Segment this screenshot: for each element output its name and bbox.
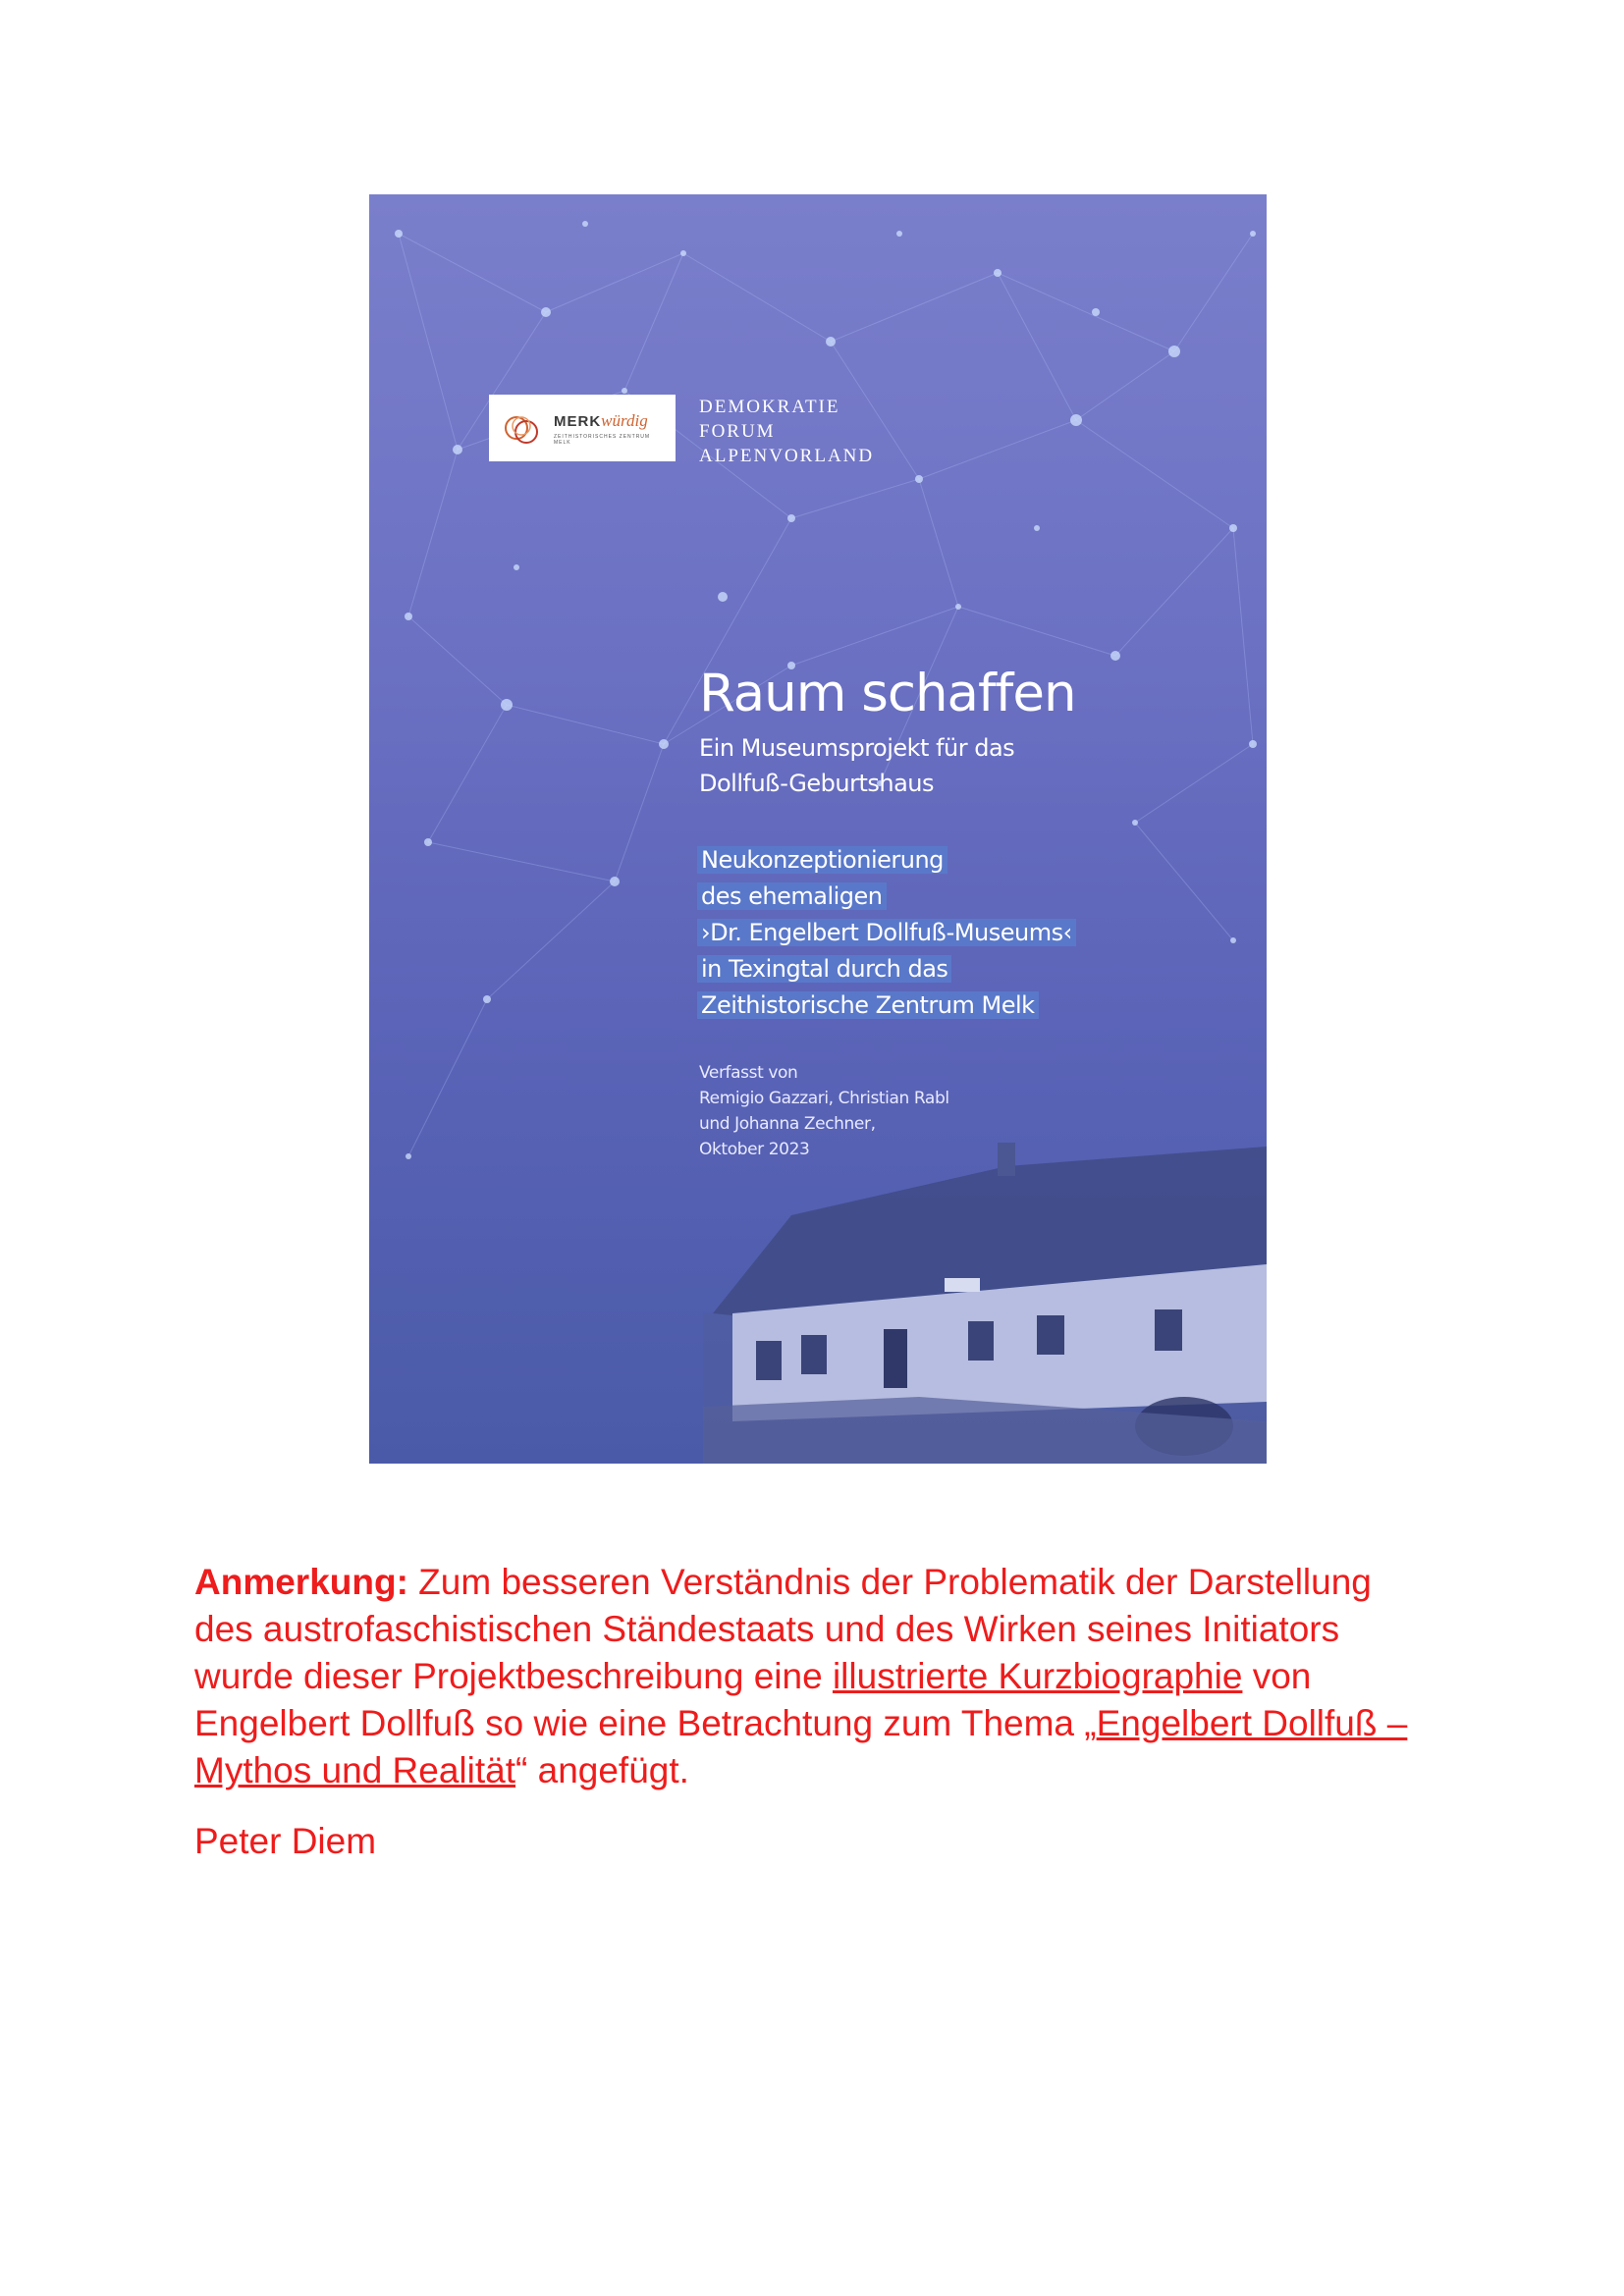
house-illustration (703, 1143, 1267, 1464)
logo-subline: ZEITHISTORISCHES ZENTRUM MELK (554, 434, 651, 446)
cover-subtitle: Ein Museumsprojekt für das Dollfuß-Geburtshaus (699, 734, 1015, 797)
cover-title: Raum schaffen (699, 664, 1076, 723)
cover-authors: Verfasst von Remigio Gazzari, Christian Rabl und Johanna Zechner, Oktober 2023 (699, 1063, 949, 1159)
organization-name: DEMOKRATIE FORUM ALPENVORLAND (699, 397, 875, 466)
network-background (369, 194, 1267, 1464)
merkwuerdig-logo (489, 395, 676, 461)
annotation-note: Anmerkung: Zum besseren Verständnis der Problematik der Darstellung des austrofaschistischen Ständestaats und des Wirken seines Initiators wurde dieser Projektbeschreibung eine illustrierte Kurzbiographie von Engelbert Dollfuß so wie eine Betrachtung zum Thema „Engelbert Dollfuß – Mythos und Realität“ angefügt. (194, 1562, 1408, 1790)
link-kurzbiographie[interactable]: illustrierte Kurzbiographie (832, 1656, 1243, 1696)
logo-wordmark: MERKwürdig (554, 411, 648, 430)
rings-icon (503, 412, 546, 448)
author-signature: Peter Diem (194, 1821, 377, 1861)
link-mythos-und-realitaet[interactable]: Engelbert Dollfuß – Mythos und Realität (194, 1703, 1408, 1790)
note-label: Anmerkung: (194, 1562, 408, 1602)
cover-image (369, 194, 1267, 1464)
cover-highlight-text: Neukonzeptionierung des ehemaligen ›Dr. Engelbert Dollfuß-Museums‹ in Texingtal durch das Zeithistorische Zentrum Melk (697, 842, 1076, 1024)
